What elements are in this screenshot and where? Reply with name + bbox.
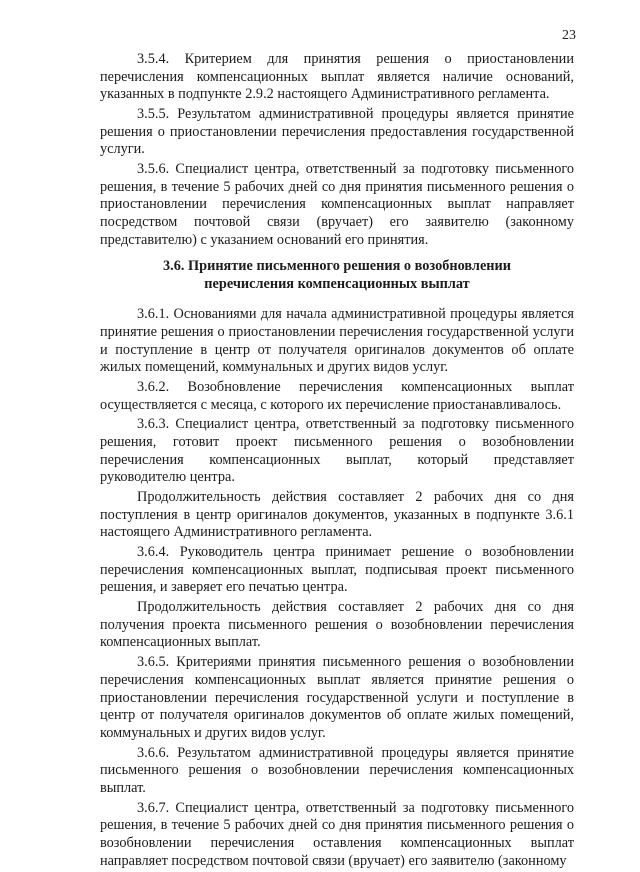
paragraph-3-5-6: 3.5.6. Специалист центра, ответственный за подготовку письменного решения, в течение 5 рабочих дней со дня принятия письменного решения о приостановлении перечисления компенсационных выплат направляет посредством почтовой связи (вручает) его заявителю (законному представителю) с указанием оснований его принятия. xyxy=(100,161,574,248)
paragraph-3-6-6: 3.6.6. Результатом административной процедуры является принятие письменного решения о возобновлении перечисления компенсационных выплат. xyxy=(100,744,574,796)
paragraph-3-6-3: 3.6.3. Специалист центра, ответственный за подготовку письменного решения, готовит проект письменного решения о возобновлении перечисления компенсационных выплат, который представляет руководителю центра. xyxy=(100,416,574,486)
paragraph-3-5-4: 3.5.4. Критерием для принятия решения о приостановлении перечисления компенсационных выплат является наличие оснований, указанных в подпункте 2.9.2 настоящего Административного регламента. xyxy=(100,51,574,103)
paragraph-3-6-3-duration: Продолжительность действия составляет 2 рабочих дня со дня поступления в центр оригиналов документов, указанных в подпункте 3.6.1 настоящего Административного регламента. xyxy=(100,489,574,541)
paragraph-3-6-1: 3.6.1. Основаниями для начала административной процедуры является принятие решения о приостановлении перечисления государственной услуги и поступление в центр от получателя оригиналов документов об оплате жилых помещений, коммунальных и других видов услуг. xyxy=(100,306,574,376)
paragraph-3-6-4-duration: Продолжительность действия составляет 2 рабочих дня со дня получения проекта письменного решения о возобновлении перечисления компенсационных выплат. xyxy=(100,599,574,651)
section-heading-3-6: 3.6. Принятие письменного решения о возобновлении перечисления компенсационных выплат xyxy=(162,258,512,292)
paragraph-3-6-7: 3.6.7. Специалист центра, ответственный за подготовку письменного решения, в течение 5 рабочих дней со дня принятия письменного решения о возобновлении перечисления оставления компенсационных выплат направляет посредством почтовой связи (вручает) его заявителю (законному xyxy=(100,799,574,869)
paragraph-3-6-5: 3.6.5. Критериями принятия письменного решения о возобновлении перечисления компенсационных выплат является принятие решения о приостановлении перечисления государственной услуги и поступление в центр от получателя оригиналов документов об оплате жилых помещений, коммунальных и других видов услуг. xyxy=(100,654,574,741)
paragraph-3-6-4: 3.6.4. Руководитель центра принимает решение о возобновлении перечисления компенсационных выплат, подписывая проект письменного решения, и заверяет его печатью центра. xyxy=(100,544,574,596)
paragraph-3-5-5: 3.5.5. Результатом административной процедуры является принятие решения о приостановлении перечисления предоставления государственной услуги. xyxy=(100,106,574,158)
page-number: 23 xyxy=(562,28,576,43)
paragraph-3-6-2: 3.6.2. Возобновление перечисления компенсационных выплат осуществляется с месяца, с которого их перечисление приостанавливалось. xyxy=(100,378,574,413)
document-body xyxy=(100,51,574,872)
